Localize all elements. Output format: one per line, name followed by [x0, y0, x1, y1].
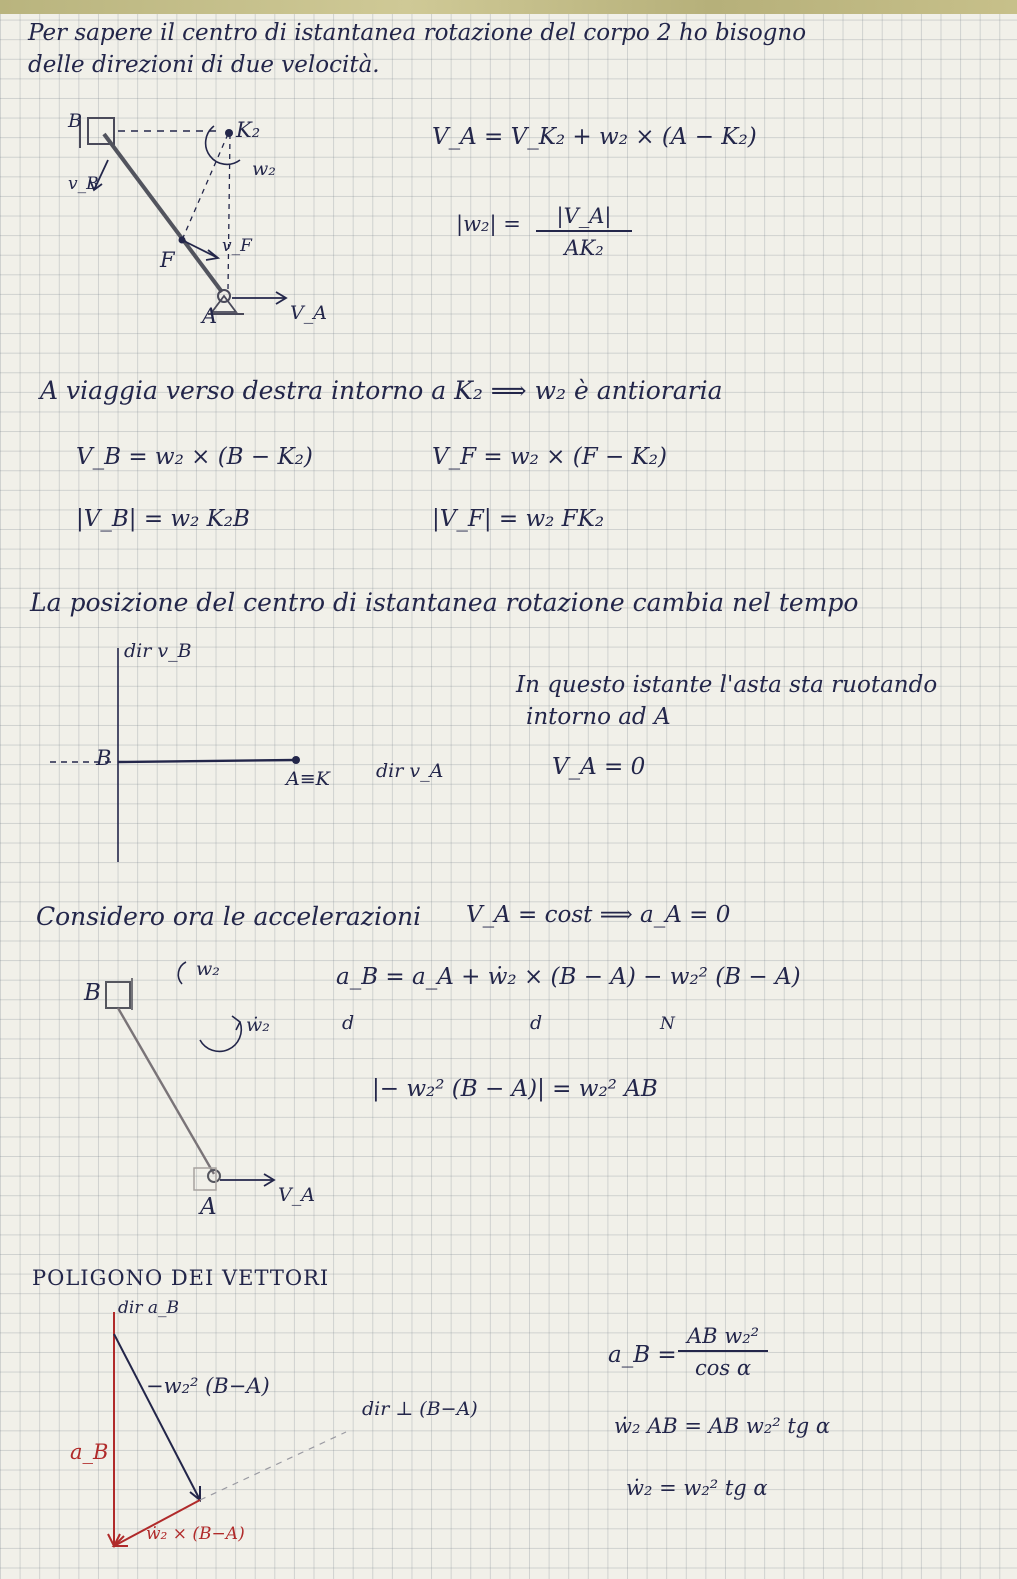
eq-ab-acceleration: a_B = a_A + ẇ₂ × (B − A) − w₂² (B − A)	[336, 964, 801, 990]
diagram1-label-a: A	[202, 304, 218, 328]
eq-vf-modulus: |V_F| = w₂ FK₂	[432, 506, 605, 532]
section5-heading: POLIGONO DEI VETTORI	[32, 1266, 330, 1290]
eq-w2-denominator: AK₂	[564, 236, 604, 260]
label-vector-normal: −w₂² (B−A)	[146, 1374, 270, 1398]
diagram1-label-va: V_A	[290, 302, 327, 324]
eq-vf: V_F = w₂ × (F − K₂)	[432, 444, 667, 470]
eq-w2-numerator: |V_A|	[536, 204, 632, 232]
diagram4-label-w2: w₂	[196, 958, 220, 980]
dir-perp-dashed	[200, 1432, 346, 1500]
eq-ab-numerator: AB w₂²	[678, 1324, 768, 1352]
diagram4-label-b: B	[84, 980, 101, 1006]
diagram1-label-w2: w₂	[252, 158, 276, 180]
label-dir-ab: dir a_B	[118, 1298, 179, 1318]
eq-w2dot-ab: ẇ₂ AB = AB w₂² tg α	[614, 1414, 831, 1438]
sub-d-2: d	[530, 1012, 543, 1034]
label-dir-vb: dir v_B	[124, 640, 192, 662]
section4-heading: Considero ora le accelerazioni	[36, 902, 422, 931]
vector-normal	[114, 1334, 200, 1500]
diagram1-label-b: B	[68, 110, 82, 132]
note-rotating-1: In questo istante l'asta sta ruotando	[516, 672, 938, 698]
section3-heading: La posizione del centro di istantanea rotazione cambia nel tempo	[30, 588, 859, 617]
diagram4-label-va: V_A	[278, 1184, 315, 1206]
eq-vb-modulus: |V_B| = w₂ K₂B	[76, 506, 250, 532]
diagram1-label-vf: v_F	[222, 236, 252, 256]
label-vector-tangential: ẇ₂ × (B−A)	[146, 1524, 245, 1544]
diagram4-label-w2dot: ẇ₂	[246, 1014, 270, 1036]
section2-heading: A viaggia verso destra intorno a K₂ ⟹ w₂ è antioraria	[40, 376, 723, 405]
eq-ab-denominator: cos α	[694, 1356, 752, 1380]
label-dir-va: dir v_A	[376, 760, 444, 782]
eq-va-rigid: V_A = V_K₂ + w₂ × (A − K₂)	[432, 124, 757, 150]
header-line-2: delle direzioni di due velocità.	[28, 52, 380, 78]
eq-vb: V_B = w₂ × (B − K₂)	[76, 444, 313, 470]
diagram1-label-vb: v_B	[68, 174, 99, 194]
eq-ab-fraction	[678, 1324, 768, 1380]
label-dir-perp: dir ⊥ (B−A)	[362, 1398, 478, 1420]
diagram1-label-f: F	[160, 248, 175, 272]
diagram1-label-k2: K₂	[236, 118, 261, 142]
eq-va-const: V_A = cost ⟹ a_A = 0	[466, 902, 731, 928]
eq-normal-modulus: |− w₂² (B − A)| = w₂² AB	[372, 1076, 658, 1102]
eq-ab-lhs: a_B =	[608, 1342, 677, 1368]
label-vector-ab: a_B	[70, 1440, 109, 1464]
sub-n: N	[660, 1014, 675, 1034]
eq-va-zero: V_A = 0	[552, 754, 646, 780]
eq-w2-lhs: |w₂| =	[456, 212, 521, 236]
diagram4-label-a: A	[200, 1194, 217, 1220]
diagram3-label-b: B	[96, 746, 112, 770]
eq-w2dot-final: ẇ₂ = w₂² tg α	[626, 1476, 768, 1500]
label-a-equiv-k: A≡K	[286, 768, 330, 790]
note-rotating-2: intorno ad A	[526, 704, 671, 730]
sub-d-1: d	[342, 1012, 355, 1034]
header-line-1: Per sapere il centro di istantanea rotazione del corpo 2 ho bisogno	[28, 20, 807, 46]
